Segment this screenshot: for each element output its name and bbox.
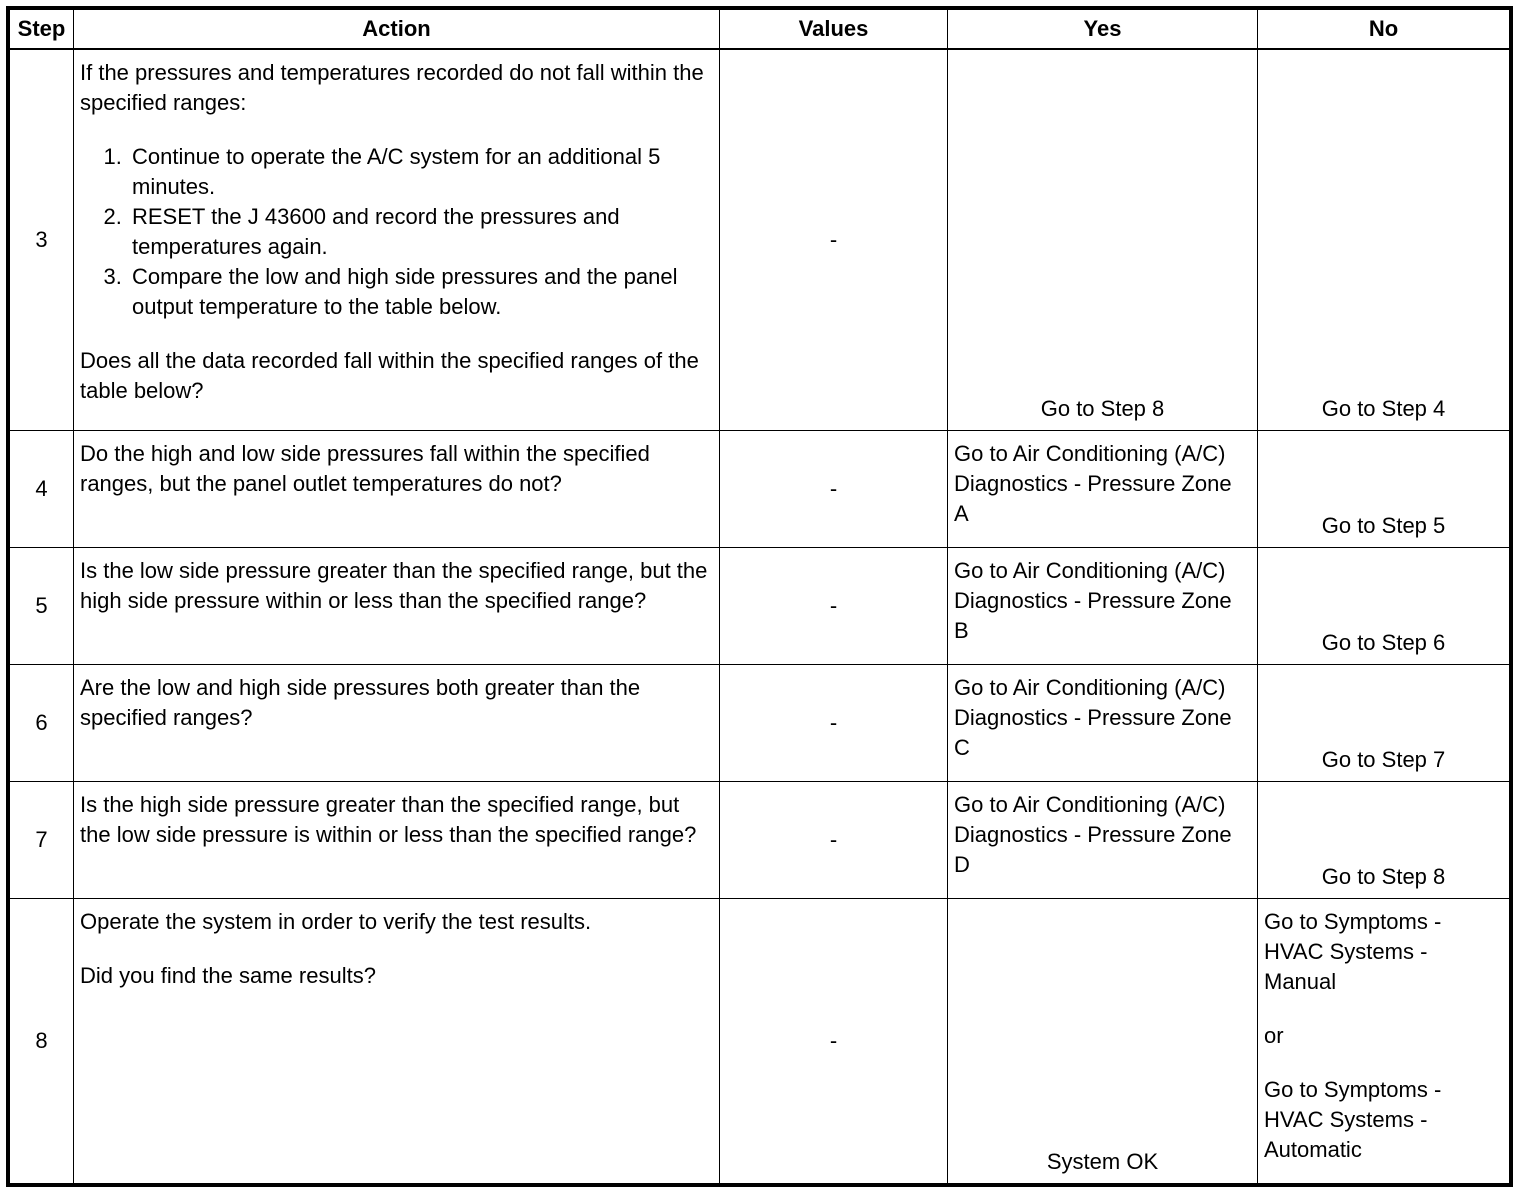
no-cell [1258, 665, 1510, 782]
table-row [10, 431, 1510, 548]
table-row [10, 548, 1510, 665]
yes-link[interactable]: System OK [1046, 1149, 1159, 1174]
action-intro: If the pressures and temperatures recorded do not fall within the specified ranges: [80, 60, 704, 115]
action-cell: Do the high and low side pressures fall within the specified ranges, but the panel outlet temperatures do not? [74, 431, 720, 548]
step-number: 3 [10, 49, 74, 431]
yes-link[interactable]: Go to Air Conditioning (A/C) Diagnostics - Pressure Zone A [954, 441, 1232, 526]
no-link[interactable]: Go to Step 4 [1321, 396, 1446, 421]
no-link-automatic[interactable]: Go to Symptoms - HVAC Systems - Automatic [1264, 1077, 1442, 1162]
header-no: No [1258, 10, 1510, 50]
no-link[interactable]: Go to Step 6 [1321, 630, 1446, 655]
table-row [10, 782, 1510, 899]
action-question: Did you find the same results? [80, 963, 376, 988]
action-instruction: Operate the system in order to verify the test results. [80, 909, 592, 934]
no-cell [1258, 548, 1510, 665]
no-link[interactable]: Go to Step 7 [1321, 747, 1446, 772]
yes-link[interactable]: Go to Air Conditioning (A/C) Diagnostics - Pressure Zone C [954, 675, 1232, 760]
step-number: 7 [10, 782, 74, 899]
action-question: Does all the data recorded fall within the specified ranges of the table below? [80, 348, 699, 403]
no-link-manual[interactable]: Go to Symptoms - HVAC Systems - Manual [1264, 909, 1442, 994]
header-step: Step [10, 10, 74, 50]
yes-cell [948, 49, 1258, 431]
values-cell: - [720, 548, 948, 665]
yes-link[interactable]: Go to Air Conditioning (A/C) Diagnostics - Pressure Zone D [954, 792, 1232, 877]
yes-cell [948, 665, 1258, 782]
step-number: 4 [10, 431, 74, 548]
list-item: 3. Compare the low and high side pressures and the panel output temperature to the table below. [128, 262, 713, 322]
list-item: 2. RESET the J 43600 and record the pressures and temperatures again. [128, 202, 713, 262]
action-cell: Is the low side pressure greater than the specified range, but the high side pressure within or less than the specified range? [74, 548, 720, 665]
yes-cell [948, 431, 1258, 548]
yes-cell [948, 782, 1258, 899]
yes-link[interactable]: Go to Step 8 [1040, 396, 1165, 421]
header-values: Values [720, 10, 948, 50]
no-link[interactable]: Go to Step 5 [1321, 513, 1446, 538]
table-row [10, 899, 1510, 1184]
action-cell: Are the low and high side pressures both greater than the specified ranges? [74, 665, 720, 782]
no-or-text: or [1264, 1023, 1284, 1048]
list-item: 1. Continue to operate the A/C system for an additional 5 minutes. [128, 142, 713, 202]
no-cell [1258, 49, 1510, 431]
action-cell: Is the high side pressure greater than the specified range, but the low side pressure is within or less than the specified range? [74, 782, 720, 899]
action-list [80, 142, 713, 322]
values-cell: - [720, 431, 948, 548]
values-cell: - [720, 899, 948, 1184]
step-number: 8 [10, 899, 74, 1184]
action-cell [74, 49, 720, 431]
header-row [10, 10, 1510, 50]
yes-cell [948, 548, 1258, 665]
header-action: Action [74, 10, 720, 50]
values-cell: - [720, 49, 948, 431]
no-cell [1258, 899, 1510, 1184]
no-link[interactable]: Go to Step 8 [1321, 864, 1446, 889]
values-cell: - [720, 665, 948, 782]
header-yes: Yes [948, 10, 1258, 50]
step-number: 6 [10, 665, 74, 782]
yes-link[interactable]: Go to Air Conditioning (A/C) Diagnostics - Pressure Zone B [954, 558, 1232, 643]
table-row [10, 49, 1510, 431]
diagnostic-step-table [9, 9, 1510, 1184]
no-cell [1258, 431, 1510, 548]
action-cell [74, 899, 720, 1184]
values-cell: - [720, 782, 948, 899]
no-cell [1258, 782, 1510, 899]
step-number: 5 [10, 548, 74, 665]
table-row [10, 665, 1510, 782]
yes-cell [948, 899, 1258, 1184]
table-frame [6, 6, 1513, 1187]
